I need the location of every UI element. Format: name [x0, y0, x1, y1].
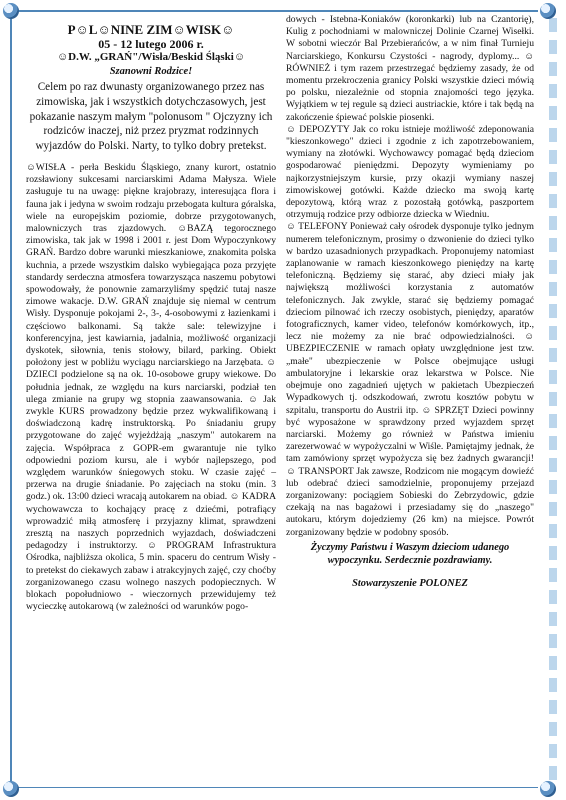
corner-ornament-icon: [540, 781, 556, 797]
frame-left-border: [10, 16, 12, 784]
intro-paragraph: Celem po raz dwunasty organizowanego przez nas zimowiska, jak i wszystkich dotychczasowych, jest pokazanie naszym małym "polonusom " Ojczyzny ich rodziców inaczej, niż przez pryzmat rodzinnych wyjazdów do Polski. Narty, to tylko dobry pretekst.: [29, 81, 273, 153]
closing-wishes: Życzymy Państwu i Waszym dzieciom udanego wypoczynku. Serdecznie pozdrawiamy.: [310, 541, 510, 566]
frame-top-border: [14, 10, 538, 12]
corner-ornament-icon: [3, 3, 19, 19]
newsletter-page: [24, 14, 534, 784]
frame-bottom-border: [14, 787, 538, 789]
corner-ornament-icon: [3, 781, 19, 797]
phones-insurance-transport-section: ☺ TELEFONY Ponieważ cały ośrodek dysponuje tylko jednym numerem telefonicznym, prosimy o dzwonienie do dzieci tylko w bardzo uzasadnionych przypadkach. Proponujemy natomiast zaplanowanie w ramach kieszonkowego pieniędzy na kartę telefoniczną. Będziemy się starać, aby dzieci miały jak największą możliwości korzystania z automatów telefonicznych. Jak zwykle, starać się będziemy pomagać dzieciom pilnować ich rzeczy osobistych, pieniędzy, aparatów fotograficznych, kamer video, telefonów komórkowych, itp., lecz nie możemy za nie brać odpowiedzialności. ☺ UBEZPIECZENIE w ramach opłaty uwzględnione jest tzw. „małe" ubezpieczenie w Polsce obejmujące usługi ambulatoryjne i lekarskie oraz lekarstwa w Polsce. Nie obejmuje ono zagadnień ujętych w pakietach Ubezpieczeń Wypadkowych tj. odszkodowań, zwrotu kosztów pobytu w szpitalu, transportu do Austrii itp. ☺ SPRZĘT Dzieci powinny być wyposażone w sprawdzony przed wyjazdem sprzęt narciarski. Możemy go również w Państwa imieniu zarezerwować w wypożyczalni w Wiśle. Pamiętajmy jednak, że tam zamówiony sprzęt wypożycza się bez żadnych gwarancji! ☺ TRANSPORT Jak zawsze, Rodzicom nie mogącym dowieźć lub odebrać dzieci samodzielnie, proponujemy przejazd zorganizowany: pociągiem Sobieski do Zebrzydowic, gdzie czekają na nas bagażowi i przesiadamy się do „naszego" autokaru, którym dojedziemy (26 km) na miejsce. Powrót zorganizowany będzie w podobny sposób.: [286, 221, 534, 538]
greeting: Szanowni Rodzice!: [109, 66, 193, 77]
right-column: [286, 14, 534, 601]
frame-right-ornament: [549, 18, 557, 782]
deposits-section: ☺ DEPOZYTY Jak co roku istnieje możliwość zdeponowania "kieszonkowego" dzieci i zgodnie z ich zapotrzebowaniem, wymiany na złotówki. Wychowawcy pomagać będą dzieciom gospodarować pieniędzmi. Depozyty wymieniamy po najkorzystniejszym kursie, przy okazji wymiany naszej zimowiskowej gotówki. Każde dziecko ma swoją kartę depozytową, którą wraz z pozostałą gotówką, paszportem otrzymują rodzice przy odbiorze dziecka w Wiedniu.: [286, 123, 534, 221]
document-title: P☺L☺NINE ZIM☺WISK☺: [67, 22, 235, 37]
event-dates: 05 - 12 lutego 2006 r.: [98, 37, 204, 51]
left-column: [26, 14, 276, 614]
event-location: ☺D.W. „GRAŃ"/Wisła/Beskid Śląski☺: [56, 51, 246, 63]
program-continuation: dowych - Istebna-Koniaków (koronkarki) lub na Czantorię), Kulig z pochodniami w malowniczej Dolinie Czarnej Wisełki. W sobotni wieczór Bal Przebierańców, a w nim finał Turnieju Narciarskiego, Konkursu Czystości - nagrody, dyplomy... ☺ RÓWNIEŻ i tym razem przestrzegać będziemy zasady, że od momentu przekroczenia granicy Polski wszystkie dzieci mówią po polsku, niezależnie od stopnia znajomości tego języka. Wyjątkiem w tej regule są dzieci austriackie, które i tak będą na zakończenie śpiewać polskie piosenki.: [286, 14, 534, 123]
left-body-text: ☺WISŁA - perła Beskidu Śląskiego, znany kurort, ostatnio rozsławiony sukcesami narciarskimi Adama Małysza. Wiele zasługuje tu na uwagę: piękne krajobrazy, interesująca flora i fauna jak i jedyna w swoim rodzaju przebogata kultura góralska, wiele na europejskim poziomie, dobrze przygotowanych, malowniczych tras zjazdowych. ☺BAZĄ tegorocznego zimowiska, tak jak w 1998 i 2001 r. jest Dom Wypoczynkowy GRAŃ. Bardzo dobre warunki mieszkaniowe, znakomita polska kuchnia, a przede wszystkim dalsko wybiegająca poza przyjęte standardy serdeczna atmosfera towarzysząca naszemu pobytowi spowodowały, że ponownie zamarzyliśmy spędzić tutaj nasze zimowe wakacje. D.W. GRAŃ znajduje się niemal w centrum Wisły. Dysponuje pokojami 2-, 3-, 4-osobowymi z łazienkami i częściowo balkonami. Są także sale: telewizyjne i konferencyjna, jest kawiarnia, jadalnia, możliwość organizacji dyskotek, siłownia, tenis stołowy, bilard, parking. Obiekt położony jest w pobliżu wyciągu narciarskiego na Jarzębata. ☺DZIECI podzielone są na ok. 10-osobowe grupy wiekowe. Do południa jednak, ze względu na kurs narciarski, podział ten ulega zmianie na grupy wg stopnia zaawansowania. ☺ Jak zwykle KURS prowadzony będzie przez wykwalifikowaną i doświadczoną kadrę instruktorską. Po śniadaniu grupy przygotowane do zajęć wyjeżdżają „naszym" autokarem na zajęcia. Współpraca z GOPR-em gwarantuje nie tylko odpowiedni poziom kursu, ale i wybór najlepszego, pod względem warunków śniegowych stoku. W czasie zajęć – przerwa na drugie śniadanie. Po zajęciach na stoku (min. 3 godz.) ok. 13:00 dzieci wracają autokarem na obiad. ☺ KADRA wychowawcza to kochający pracę z dziećmi, potrafiący wprowadzić miłą atmosferę i przyjazny klimat, sprawdzeni zresztą na naszych poprzednich wyjazdach, doświadczeni pedagodzy i instruktorzy. ☺ PROGRAM Infrastruktura Ośrodka, najbliższa okolica, 5 min. spaceru do centrum Wisły - to pretekst do ciekawych zabaw i atrakcyjnych zajęć, czy choćby zorganizowanego czasu wolnego naszych podopiecznych. W blokach popołudniowo - wieczornych przewidujemy też wycieczkę autokarową (w zależności od warunków pogo-: [26, 161, 276, 613]
signature: Stowarzyszenie POLONEZ: [352, 578, 468, 590]
corner-ornament-icon: [540, 3, 556, 19]
